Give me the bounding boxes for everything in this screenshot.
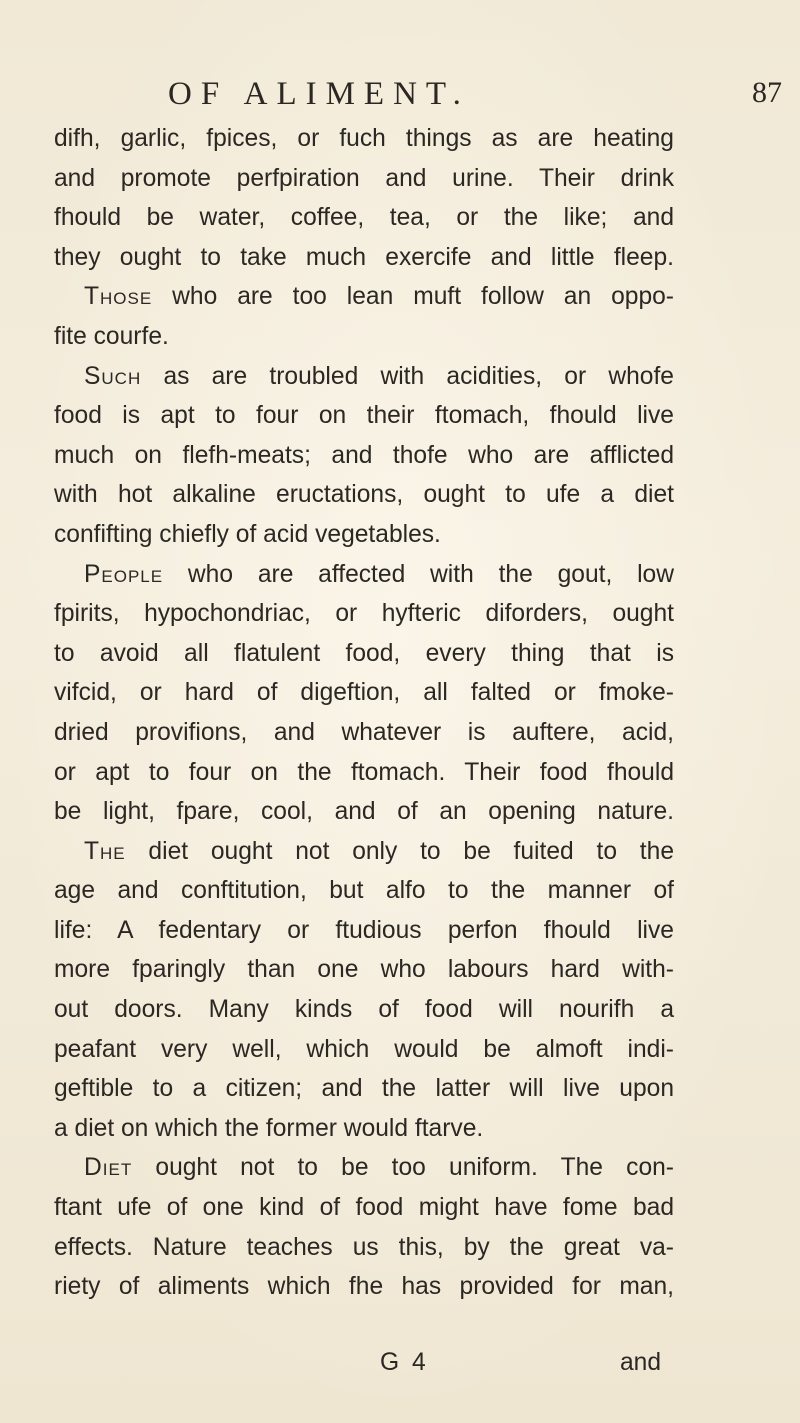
text-line: food is apt to four on their ftomach, fhould live xyxy=(54,402,674,430)
text-line: age and conftitution, but alfo to the manner of xyxy=(54,877,674,905)
text-line: vifcid, or hard of digeftion, all falted or fmoke- xyxy=(54,679,674,707)
page-number: 87 xyxy=(752,76,782,109)
text-line: peafant very well, which would be almoft indi- xyxy=(54,1035,674,1063)
catchword: and xyxy=(620,1349,662,1376)
text-line: to avoid all flatulent food, every thing that is xyxy=(54,639,674,667)
text-line: The diet ought not only to be fuited to the xyxy=(84,837,674,865)
text-line: they ought to take much exercife and little fleep. xyxy=(54,243,674,271)
text-line: be light, fpare, cool, and of an opening nature. xyxy=(54,798,674,826)
body-text xyxy=(54,119,674,1307)
text-line: confifting chiefly of acid vegetables. xyxy=(54,520,441,548)
text-line: life: A fedentary or ftudious perfon fhould live xyxy=(54,916,674,944)
text-line: dried provifions, and whatever is auftere, acid, xyxy=(54,718,674,746)
text-line: fhould be water, coffee, tea, or the like; and xyxy=(54,204,674,232)
text-line: and promote perfpiration and urine. Their drink xyxy=(54,164,674,192)
text-line: or apt to four on the ftomach. Their food fhould xyxy=(54,758,674,786)
text-line: with hot alkaline eructations, ought to ufe a diet xyxy=(54,481,674,509)
text-line: riety of aliments which fhe has provided for man, xyxy=(54,1273,674,1301)
signature-line xyxy=(0,1349,800,1389)
text-line: a diet on which the former would ftarve. xyxy=(54,1114,484,1142)
text-line: Those who are too lean muft follow an oppo- xyxy=(84,283,674,311)
text-line: Such as are troubled with acidities, or whofe xyxy=(84,362,674,390)
text-line: out doors. Many kinds of food will nourifh a xyxy=(54,996,674,1024)
text-line: fite courfe. xyxy=(54,322,169,350)
text-line: fpirits, hypochondriac, or hyfteric diforders, ought xyxy=(54,600,674,628)
text-line: Diet ought not to be too uniform. The con- xyxy=(84,1154,674,1182)
text-line: difh, garlic, fpices, or fuch things as are heating xyxy=(54,125,674,152)
text-line: much on flefh-meats; and thofe who are afflicted xyxy=(54,441,674,469)
text-line: effects. Nature teaches us this, by the great va- xyxy=(54,1233,674,1261)
running-head: OF ALIMENT. xyxy=(168,76,470,112)
text-line: more fparingly than one who labours hard with- xyxy=(54,956,674,984)
printer-signature-mark: G 4 xyxy=(380,1349,429,1376)
text-line: ftant ufe of one kind of food might have fome bad xyxy=(54,1194,674,1222)
text-line: People who are affected with the gout, low xyxy=(84,560,674,588)
text-line: geftible to a citizen; and the latter will live upon xyxy=(54,1075,674,1103)
